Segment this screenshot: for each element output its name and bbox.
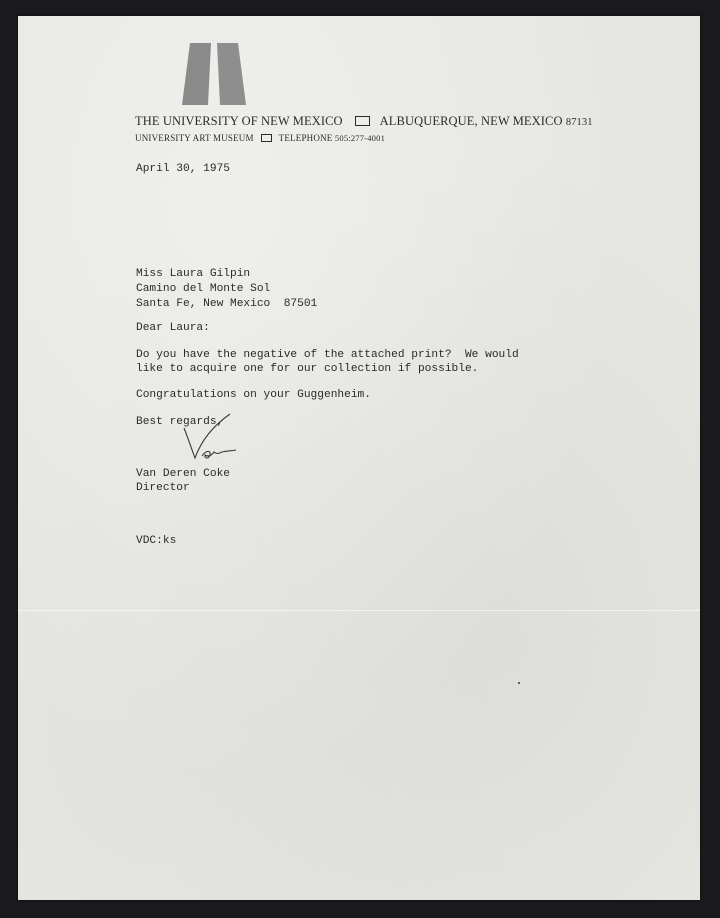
body-line: like to acquire one for our collection if possible. [136,363,479,375]
institution-name: THE UNIVERSITY OF NEW MEXICO [135,114,343,128]
signer-title: Director [136,482,190,494]
city-name: ALBUQUERQUE, NEW MEXICO [379,114,563,128]
body-line: Congratulations on your Guggenheim. [136,389,371,401]
paper-speck [518,682,520,684]
box-separator-icon [261,134,272,142]
zip-code: 87131 [565,117,593,128]
telephone-number: 505:277-4001 [334,133,386,143]
signer-name: Van Deren Coke [136,468,230,480]
body-line: Do you have the negative of the attached print? We would [136,349,519,361]
department-name: UNIVERSITY ART MUSEUM [135,133,254,143]
letter-page [18,16,700,900]
fold-line [18,610,700,611]
recipient-street: Camino del Monte Sol [136,283,271,295]
box-separator-icon [355,116,370,126]
recipient-city: Santa Fe, New Mexico 87501 [136,298,318,310]
typist-initials: VDC:ks [136,535,177,547]
university-logo-icon [182,43,246,105]
letterhead-line-2 [135,133,385,144]
signature-icon [178,412,268,467]
recipient-name: Miss Laura Gilpin [136,268,251,280]
letter-date: April 30, 1975 [136,163,230,175]
letterhead-line-1 [135,114,593,129]
salutation: Dear Laura: [136,322,210,334]
closing: Best regards, [136,416,224,428]
telephone-label: TELEPHONE [278,133,333,143]
